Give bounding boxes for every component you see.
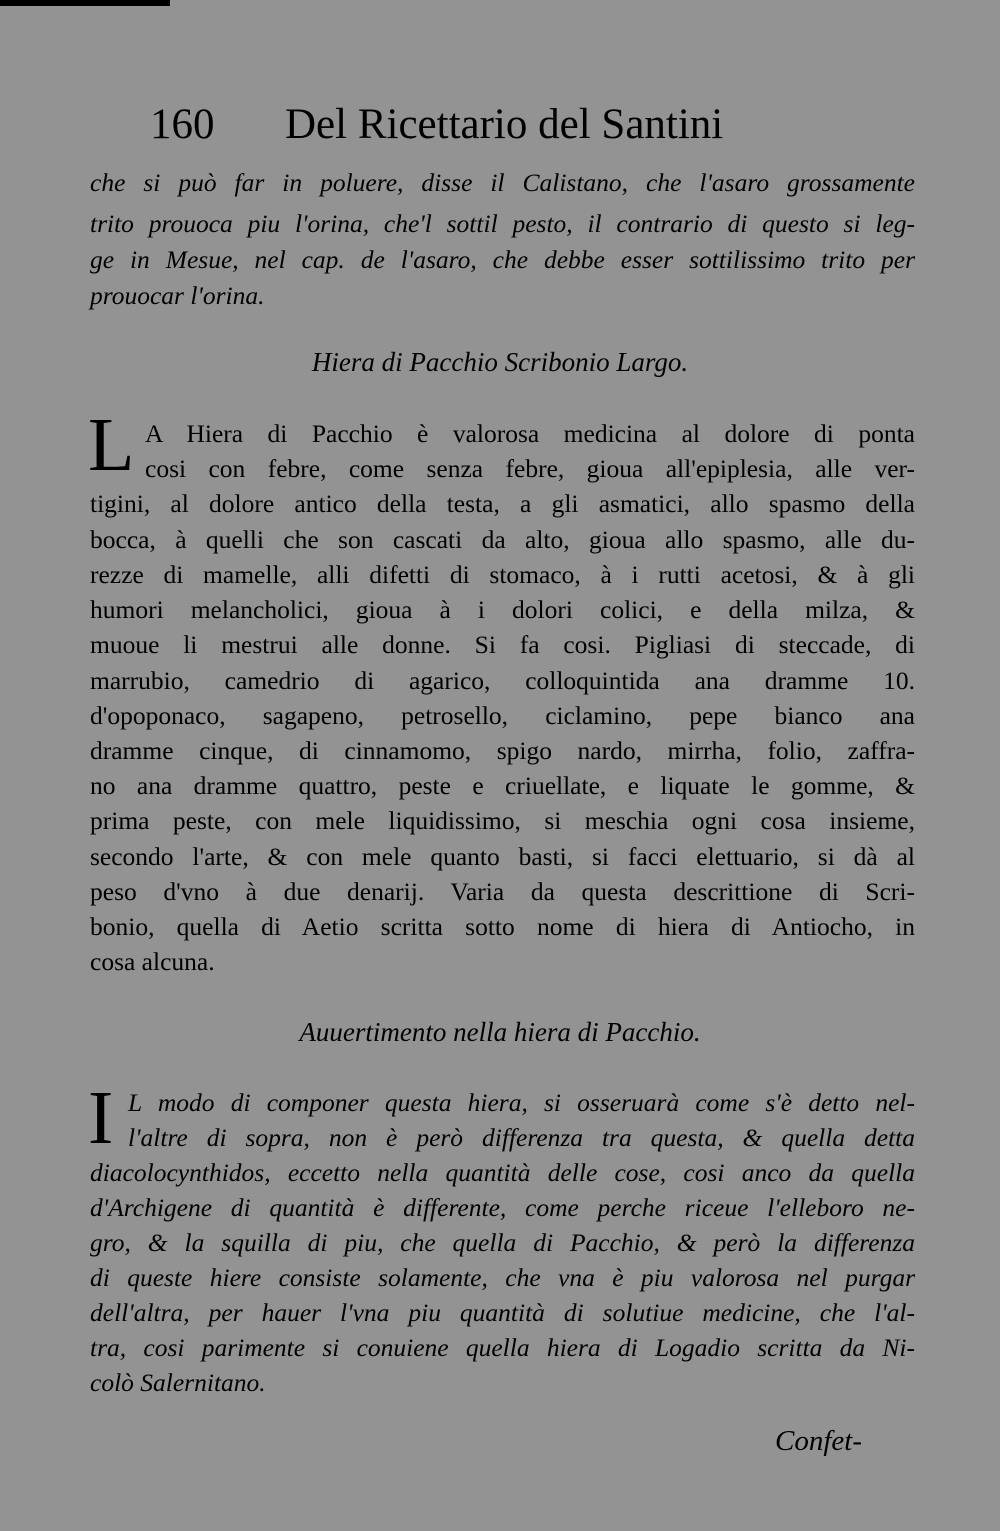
text-line: cosi con febre, come senza febre, gioua all'epiplesia, alle ver- [145, 454, 915, 483]
text-line: A Hiera di Pacchio è valorosa medicina al dolore di ponta [145, 419, 915, 448]
text-line: gro, & la squilla di piu, che quella di Pacchio, & però la differenza [90, 1228, 915, 1257]
text-line: che si può far in poluere, disse il Calistano, che l'asaro grossamente [90, 168, 915, 197]
text-line: no ana dramme quattro, peste e criuellate, e liquate le gomme, & [90, 771, 915, 800]
text-line: prima peste, con mele liquidissimo, si meschia ogni cosa insieme, [90, 806, 915, 835]
text-line: dramme cinque, di cinnamomo, spigo nardo, mirrha, folio, zaffra- [90, 736, 915, 765]
text-line: trito prouoca piu l'orina, che'l sottil pesto, il contrario di questo si leg- [90, 209, 915, 238]
text-line: d'opoponaco, sagapeno, petrosello, ciclamino, pepe bianco ana [90, 701, 915, 730]
text-line: d'Archigene di quantità è differente, come perche riceue l'elleboro ne- [90, 1193, 915, 1222]
text-line: prouocar l'orina. [90, 281, 265, 310]
text-line: diacolocynthidos, eccetto nella quantità delle cose, cosi anco da quella [90, 1158, 915, 1187]
text-line: marrubio, camedrio di agarico, colloquintida ana dramme 10. [90, 666, 915, 695]
text-line: l'altre di sopra, non è però differenza tra questa, & quella detta [128, 1123, 915, 1152]
text-line: bocca, à quelli che son cascati da alto, gioua allo spasmo, alle du- [90, 525, 915, 554]
text-line: dell'altra, per hauer l'vna piu quantità di solutiue medicine, che l'al- [90, 1298, 915, 1327]
top-rule [0, 0, 170, 6]
text-line: tra, cosi parimente si conuiene quella hiera di Logadio scritta da Ni- [90, 1333, 915, 1362]
section-heading: Auuertimento nella hiera di Pacchio. [299, 1017, 701, 1047]
text-line: peso d'vno à due denarij. Varia da questa descrittione di Scri- [90, 877, 915, 906]
drop-cap: L [88, 403, 135, 487]
drop-cap: I [88, 1076, 114, 1160]
text-line: secondo l'arte, & con mele quanto basti, si facci elettuario, si dà al [90, 842, 915, 871]
text-line: L modo di componer questa hiera, si osseruarà come s'è detto nel- [128, 1088, 915, 1117]
text-line: cosa alcuna. [90, 947, 215, 976]
section-heading: Hiera di Pacchio Scribonio Largo. [311, 347, 689, 377]
page-number: 160 [150, 101, 215, 148]
page-header [150, 100, 723, 149]
text-line: rezze di mamelle, alli difetti di stomaco, à i rutti acetosi, & à gli [90, 560, 915, 589]
text-line: bonio, quella di Aetio scritta sotto nome di hiera di Antiocho, in [90, 912, 915, 941]
text-line: tigini, al dolore antico della testa, a gli asmatici, allo spasmo della [90, 489, 915, 518]
running-title: Del Ricettario del Santini [285, 101, 724, 148]
text-line: ge in Mesue, nel cap. de l'asaro, che debbe esser sottilissimo trito per [90, 245, 915, 274]
text-line: colò Salernitano. [90, 1368, 266, 1397]
catchword: Confet- [775, 1425, 862, 1457]
text-line: di queste hiere consiste solamente, che vna è piu valorosa nel purgar [90, 1263, 915, 1292]
text-line: muoue li mestrui alle donne. Si fa cosi. Pigliasi di steccade, di [90, 630, 915, 659]
text-line: humori melancholici, gioua à i dolori colici, e della milza, & [90, 595, 915, 624]
